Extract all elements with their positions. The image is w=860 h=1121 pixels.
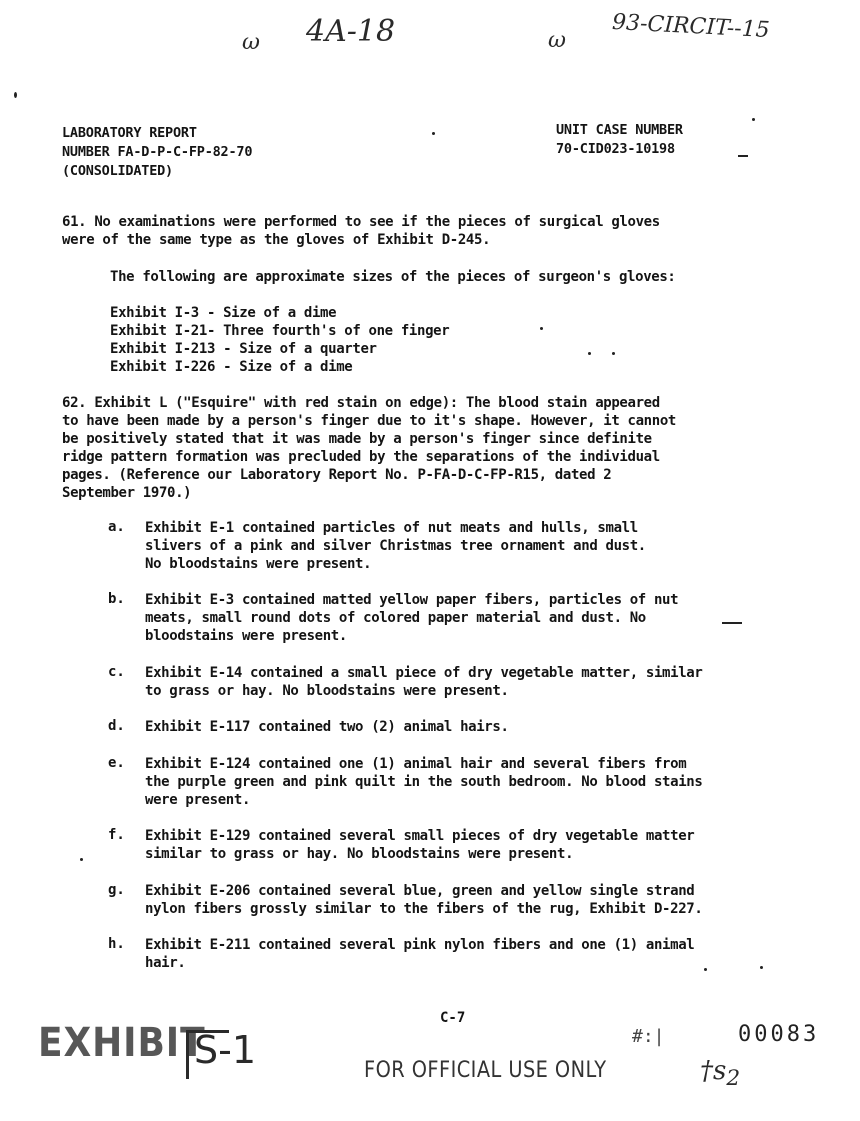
text-line: Exhibit E-1 contained particles of nut meats and hulls, small xyxy=(145,520,638,536)
text-line: 62. Exhibit L ("Esquire" with red stain on edge): The blood stain appeared xyxy=(62,395,660,411)
case-number-header xyxy=(556,121,683,159)
item-letter: g. xyxy=(108,882,125,898)
handwritten-mark-right: ω xyxy=(548,28,566,53)
text-line: were present. xyxy=(145,792,251,808)
item-letter: h. xyxy=(108,936,125,952)
scan-speck xyxy=(80,858,83,861)
page-code: C-7 xyxy=(440,1010,466,1026)
header-line: 70-CID023-10198 xyxy=(556,141,675,157)
item-d-text xyxy=(145,718,509,736)
list-item: Exhibit I-226 - Size of a dime xyxy=(110,359,353,375)
report-number-header xyxy=(62,124,252,181)
text-line: September 1970.) xyxy=(62,485,192,501)
item-letter: e. xyxy=(108,755,125,771)
item-letter: d. xyxy=(108,718,125,734)
text-line: nylon fibers grossly similar to the fibers of the rug, Exhibit D-227. xyxy=(145,901,703,917)
document-serial-number: 00083 xyxy=(738,1022,820,1047)
text-line: similar to grass or hay. No bloodstains were present. xyxy=(145,846,574,862)
header-line: UNIT CASE NUMBER xyxy=(556,122,683,138)
paragraph-62 xyxy=(62,394,676,502)
scan-speck xyxy=(612,352,615,355)
item-e-text xyxy=(145,755,702,809)
exhibit-stamp: EXHIBIT xyxy=(38,1020,206,1066)
text-line: the purple green and pink quilt in the south bedroom. No blood stains xyxy=(145,774,703,790)
item-letter: a. xyxy=(108,519,125,535)
text-line: Exhibit E-124 contained one (1) animal hair and several fibers from xyxy=(145,756,687,772)
header-line: LABORATORY REPORT xyxy=(62,125,197,141)
text-line: Exhibit E-129 contained several small pieces of dry vegetable matter xyxy=(145,828,695,844)
text-line: to have been made by a person's finger due to it's shape. However, it cannot xyxy=(62,413,676,429)
item-g-text xyxy=(145,882,702,918)
text-line: Exhibit E-117 contained two (2) animal hairs. xyxy=(145,719,509,735)
scan-speck xyxy=(760,966,763,969)
scan-speck xyxy=(540,327,543,330)
text-line: bloodstains were present. xyxy=(145,628,347,644)
stamp-mark: #:| xyxy=(632,1026,665,1047)
text-line: pages. (Reference our Laboratory Report No. P-FA-D-C-FP-R15, dated 2 xyxy=(62,467,612,483)
text-line: to grass or hay. No bloodstains were present. xyxy=(145,683,509,699)
official-use-stamp: FOR OFFICIAL USE ONLY xyxy=(364,1058,607,1083)
text-line: ridge pattern formation was precluded by the separations of the individual xyxy=(62,449,660,465)
paragraph-61 xyxy=(62,213,660,249)
scan-speck xyxy=(752,118,755,121)
list-item: Exhibit I-213 - Size of a quarter xyxy=(110,341,377,357)
item-letter: b. xyxy=(108,591,125,607)
text-line: 61. No examinations were performed to see if the pieces of surgical gloves xyxy=(62,214,660,230)
text-line: were of the same type as the gloves of Exhibit D-245. xyxy=(62,232,491,248)
exhibit-id: S-1 xyxy=(194,1028,257,1072)
item-a-text xyxy=(145,519,646,573)
text-line: Exhibit E-211 contained several pink nylon fibers and one (1) animal xyxy=(145,937,695,953)
scan-speck xyxy=(588,352,591,355)
scan-speck xyxy=(738,155,748,157)
text-line: Exhibit E-14 contained a small piece of dry vegetable matter, similar xyxy=(145,665,703,681)
text-line: No bloodstains were present. xyxy=(145,556,372,572)
handwritten-case-ref: 4A-18 xyxy=(306,14,396,49)
item-f-text xyxy=(145,827,694,863)
scan-speck xyxy=(14,92,17,98)
text-line: be positively stated that it was made by a person's finger since definite xyxy=(62,431,652,447)
scan-speck xyxy=(704,968,707,971)
header-line: NUMBER FA-D-P-C-FP-82-70 xyxy=(62,144,253,160)
handwritten-mark-left: ω xyxy=(242,30,260,55)
glove-sizes-list xyxy=(110,304,449,376)
text-line: hair. xyxy=(145,955,186,971)
text-line: Exhibit E-206 contained several blue, green and yellow single strand xyxy=(145,883,695,899)
text-line: Exhibit E-3 contained matted yellow paper fibers, particles of nut xyxy=(145,592,679,608)
handwritten-footer-mark: $\dagger s_2$ xyxy=(700,1056,741,1092)
scan-speck xyxy=(432,132,435,135)
handwritten-circuit-ref: 93-CIRCIT--15 xyxy=(611,9,771,44)
text-line: slivers of a pink and silver Christmas tree ornament and dust. xyxy=(145,538,646,554)
item-c-text xyxy=(145,664,702,700)
item-b-text xyxy=(145,591,678,645)
header-line: (CONSOLIDATED) xyxy=(62,163,173,179)
item-h-text xyxy=(145,936,694,972)
item-letter: c. xyxy=(108,664,125,680)
text-line: meats, small round dots of colored paper material and dust. No xyxy=(145,610,646,626)
glove-sizes-intro: The following are approximate sizes of the pieces of surgeon's gloves: xyxy=(110,269,676,285)
item-letter: f. xyxy=(108,827,125,843)
list-item: Exhibit I-21- Three fourth's of one finger xyxy=(110,323,450,339)
scan-speck xyxy=(722,622,742,624)
list-item: Exhibit I-3 - Size of a dime xyxy=(110,305,337,321)
